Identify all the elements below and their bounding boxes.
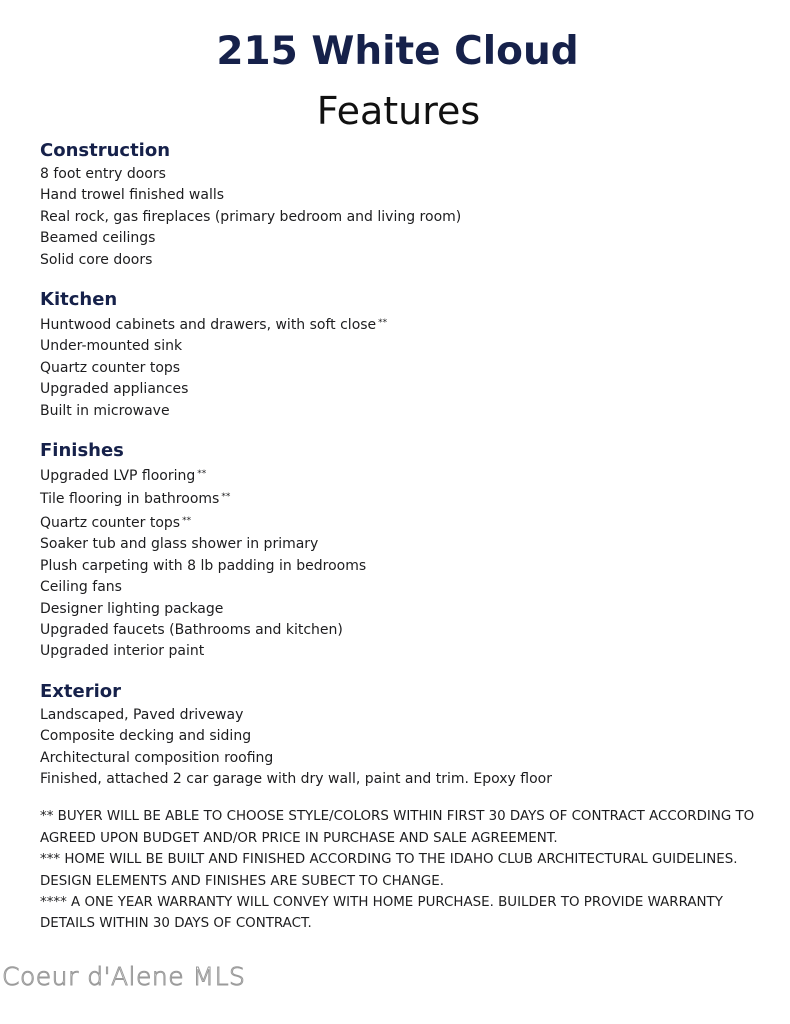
section-construction <box>40 138 760 271</box>
section-heading: Exterior <box>40 680 122 702</box>
list-item-text: Solid core doors <box>40 251 153 268</box>
page-subtitle: Features <box>316 89 481 133</box>
list-item <box>40 705 760 726</box>
list-item-text: Hand trowel finished walls <box>40 187 225 204</box>
section-finishes <box>40 438 760 663</box>
list-item-text: Ceiling fans <box>40 579 122 596</box>
list-item-text: Soaker tub and glass shower in primary <box>40 536 319 553</box>
list-item <box>40 336 760 357</box>
footnote-mark: ** <box>197 469 207 480</box>
list-item-text: Upgraded interior paint <box>40 643 205 660</box>
section-kitchen <box>40 287 760 422</box>
list-item <box>40 620 760 641</box>
list-item-text: Plush carpeting with 8 lb padding in bedrooms <box>40 557 367 574</box>
list-item <box>40 228 760 249</box>
mls-watermark: Coeur d'Alene MLS <box>2 962 246 991</box>
list-item <box>40 511 760 534</box>
section-exterior <box>40 679 760 791</box>
feature-list <box>40 313 760 422</box>
list-item-text: Beamed ceilings <box>40 230 156 247</box>
list-item <box>40 250 760 271</box>
list-item <box>40 748 760 769</box>
list-item <box>40 358 760 379</box>
footnote-text: *** HOME WILL BE BUILT AND FINISHED ACCORDING TO THE IDAHO CLUB ARCHITECTURAL GUIDELINES. DESIGN ELEMENTS AND FINISHES ARE SUBECT TO CHANGE. <box>40 852 738 889</box>
footnote-text: ** BUYER WILL BE ABLE TO CHOOSE STYLE/COLORS WITHIN FIRST 30 DAYS OF CONTRACT ACCORDING TO AGREED UPON BUDGET AND/OR PRICE IN PURCHASE AND SALE AGREEMENT. <box>40 809 755 846</box>
list-item-text: Finished, attached 2 car garage with dry wall, paint and trim. Epoxy floor <box>40 770 552 787</box>
list-item <box>40 164 760 185</box>
list-item <box>40 726 760 747</box>
page-title: 215 White Cloud <box>216 29 579 74</box>
list-item-text: Tile flooring in bathrooms <box>40 491 220 508</box>
footnote-mark: ** <box>378 318 388 329</box>
list-item-text: Real rock, gas fireplaces (primary bedroom and living room) <box>40 208 462 225</box>
list-item <box>40 599 760 620</box>
list-item <box>40 577 760 598</box>
section-heading: Construction <box>40 140 171 161</box>
footnote-mark: ** <box>221 492 231 503</box>
list-item <box>40 464 760 487</box>
list-item <box>40 185 760 206</box>
list-item-text: Upgraded LVP flooring <box>40 468 196 485</box>
footnote-text: **** A ONE YEAR WARRANTY WILL CONVEY WITH HOME PURCHASE. BUILDER TO PROVIDE WARRANTY DETAILS WITHIN 30 DAYS OF CONTRACT. <box>40 894 723 932</box>
list-item-text: Upgraded appliances <box>40 381 189 398</box>
list-item-text: Built in microwave <box>40 402 170 419</box>
list-item-text: Huntwood cabinets and drawers, with soft close <box>40 317 377 334</box>
list-item-text: Architectural composition roofing <box>40 749 274 766</box>
footnotes <box>40 806 760 934</box>
footnote-mark: ** <box>182 515 192 526</box>
list-item <box>40 534 760 555</box>
list-item <box>40 641 760 662</box>
list-item-text: Upgraded faucets (Bathrooms and kitchen) <box>40 621 343 638</box>
list-item-text: 8 foot entry doors <box>40 166 166 182</box>
list-item-text: Landscaped, Paved driveway <box>40 706 244 723</box>
section-heading: Finishes <box>40 440 124 462</box>
list-item <box>40 207 760 228</box>
feature-list <box>40 464 760 663</box>
list-item-text: Under-mounted sink <box>40 338 183 355</box>
list-item <box>40 769 760 790</box>
list-item <box>40 313 760 336</box>
list-item <box>40 401 760 422</box>
list-item <box>40 487 760 510</box>
features-content <box>40 138 760 935</box>
list-item-text: Designer lighting package <box>40 600 224 617</box>
list-item-text: Quartz counter tops <box>40 359 181 376</box>
list-item-text: Quartz counter tops <box>40 514 181 531</box>
section-heading: Kitchen <box>40 289 118 311</box>
list-item <box>40 556 760 577</box>
feature-list <box>40 164 760 271</box>
list-item-text: Composite decking and siding <box>40 728 252 745</box>
feature-list <box>40 705 760 791</box>
list-item <box>40 379 760 400</box>
